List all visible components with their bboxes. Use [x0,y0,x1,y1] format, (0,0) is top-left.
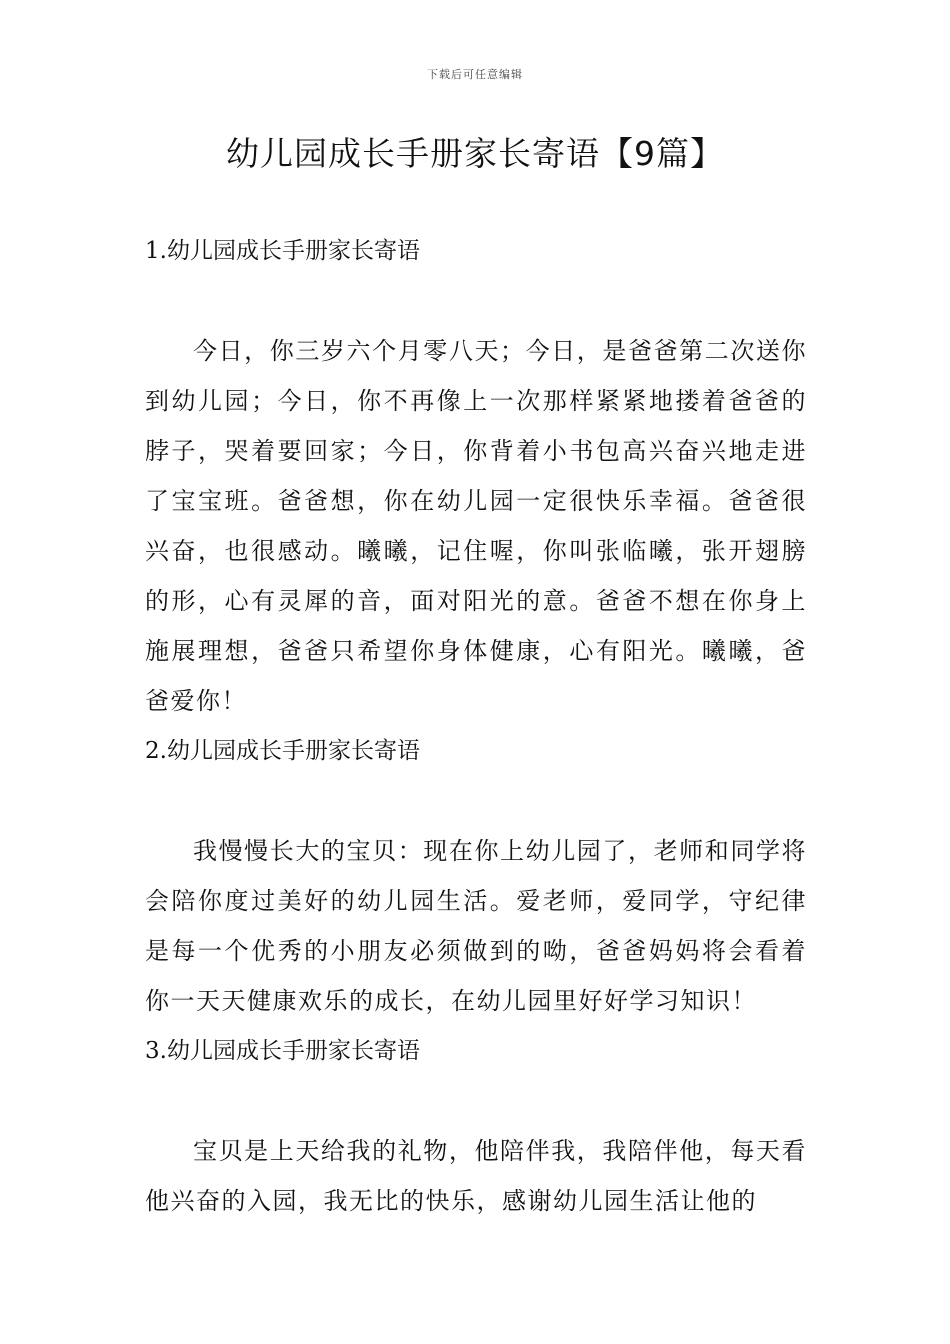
document-body [145,226,807,1226]
document-title: 幼儿园成长手册家长寄语【9篇】 [226,134,724,173]
blank-line [145,276,807,326]
page-header-note: 下载后可任意编辑 [427,68,523,81]
blank-line [145,776,807,826]
section-paragraph-1: 今日，你三岁六个月零八天；今日，是爸爸第二次送你到幼儿园；今日，你不再像上一次那样紧紧地搂着爸爸的脖子，哭着要回家；今日，你背着小书包高兴奋兴地走进了宝宝班。爸爸想，你在幼儿园一定很快乐幸福。爸爸很兴奋，也很感动。曦曦，记住喔，你叫张临曦，张开翅膀的形，心有灵犀的音，面对阳光的意。爸爸不想在你身上施展理想，爸爸只希望你身体健康，心有阳光。曦曦，爸爸爱你！ [145,337,807,715]
section-heading-3: 3.幼儿园成长手册家长寄语 [145,1038,420,1064]
section-heading-1: 1.幼儿园成长手册家长寄语 [145,238,420,264]
section-paragraph-2: 我慢慢长大的宝贝：现在你上幼儿园了，老师和同学将会陪你度过美好的幼儿园生活。爱老师，爱同学，守纪律是每一个优秀的小朋友必须做到的呦，爸爸妈妈将会看着你一天天健康欢乐的成长，在幼儿园里好好学习知识！ [145,837,807,1015]
blank-line [145,1076,807,1126]
section-heading-2: 2.幼儿园成长手册家长寄语 [145,738,420,764]
section-paragraph-3: 宝贝是上天给我的礼物，他陪伴我，我陪伴他，每天看他兴奋的入园，我无比的快乐，感谢幼儿园生活让他的 [145,1137,807,1215]
